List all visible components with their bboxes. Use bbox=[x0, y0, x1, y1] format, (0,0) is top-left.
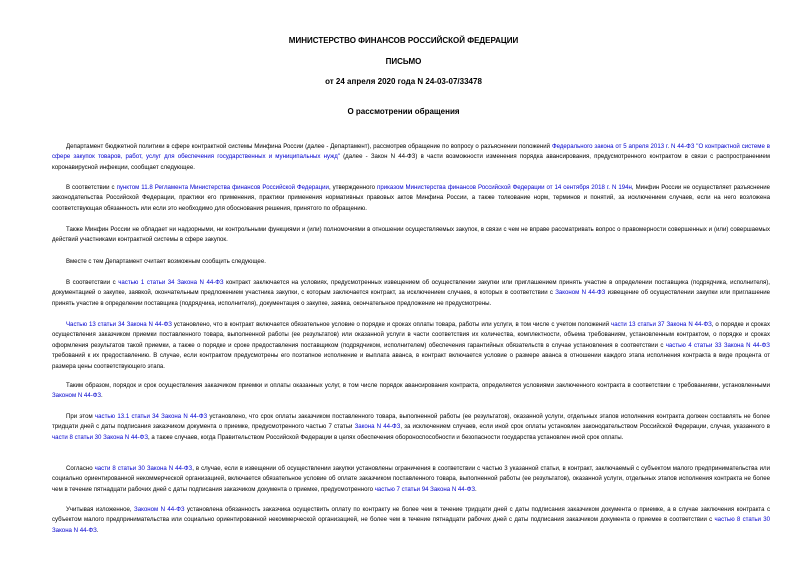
paragraph-1 bbox=[52, 142, 770, 173]
paragraph-4 bbox=[52, 257, 770, 267]
text: . bbox=[96, 526, 99, 534]
paragraph-10 bbox=[52, 505, 770, 536]
text: В соответствии с bbox=[66, 184, 117, 191]
text: , в случае, если в извещении об осуществлении закупки установлены ограничения в соответствии с частью 3 указанной статьи, в контракт, заключаемый с субъектом малого предпринимательства или социально ориентированной некоммерческой организацией, включается обязательное условие об оплате заказчиком поставленного товара, выполненной работы (ее результатов), оказанной услуги, отдельных этапов исполнения контракта не более чем в течение пятнадцати рабочих дней с даты подписания заказчиком документа о приемке, предусмотренного bbox=[52, 465, 770, 493]
paragraph-9 bbox=[52, 464, 770, 495]
text: Согласно bbox=[66, 465, 95, 472]
text: , утвержденного bbox=[328, 184, 378, 191]
text: , а также случаев, когда Правительством Российской Федерации в целях обеспечения обороноспособности и безопасности государства установлен иной срок оплаты. bbox=[148, 433, 624, 441]
law-link[interactable]: частью 8 статьи 30 Закона N 44-ФЗ bbox=[52, 516, 770, 534]
text: контракт заключается на условиях, предусмотренных извещением об осуществлении закупки или приглашением принять участие в определении поставщика (подрядчика, исполнителя), документацией о закупке, заявкой, окончательным предложением участника закупки, с которым заключается контракт, за исключением случаев, в которых в соответствии с bbox=[52, 279, 770, 297]
law-link[interactable]: части 13 статьи 37 Закона N 44-ФЗ bbox=[611, 321, 712, 328]
doc-date: от 24 апреля 2020 года N 24-03-07/33478 bbox=[325, 77, 482, 86]
text: (далее - Закон N 44-ФЗ) в части возможности изменения порядка авансирования, предусмотренного контрактом в связи с распространением коронавирусной инфекции, сообщает следующее. bbox=[52, 153, 770, 171]
text: установлено, что в контракт включается обязательное условие о порядке и сроках оплаты товара, работы или услуги, в том числе с учетом положений bbox=[171, 321, 612, 328]
paragraph-7 bbox=[52, 381, 770, 402]
paragraph-6 bbox=[52, 320, 770, 372]
law-link[interactable]: частью 1 статьи 34 Закона N 44-ФЗ bbox=[118, 279, 224, 286]
text: В соответствии с bbox=[66, 279, 119, 286]
law-link[interactable]: частью 13.1 статьи 34 Закона N 44-ФЗ bbox=[94, 413, 208, 420]
law-link[interactable]: частью 4 статьи 33 Закона N 44-ФЗ bbox=[665, 341, 770, 349]
text: , Минфин России не осуществляет разъяснение законодательства Российской Федерации, практики его применения, практики применения нормативных правовых актов Минфина России, а также толкование норм, терминов и понятий, за исключением случаев, если на него возложена соответствующая обязанность или если это необходимо для обоснования решения, принятого по обращению. bbox=[52, 184, 771, 212]
doc-subject: О рассмотрении обращения bbox=[347, 107, 460, 116]
text: Департамент бюджетной политики в сфере контрактной системы Минфина России (далее - Департамент), рассмотрев обращение по вопросу о разъяснении положений bbox=[66, 143, 552, 150]
ministry-title: МИНИСТЕРСТВО ФИНАНСОВ РОССИЙСКОЙ ФЕДЕРАЦИИ bbox=[288, 36, 519, 45]
law-link[interactable]: части 8 статьи 30 Закона N 44-ФЗ bbox=[94, 465, 193, 472]
text: Учитывая изложенное, bbox=[66, 506, 135, 513]
law-link[interactable]: частью 7 статьи 94 Закона N 44-ФЗ bbox=[374, 485, 476, 493]
law-link[interactable]: Законом N 44-ФЗ bbox=[555, 289, 606, 297]
text: , за исключением случаев, если иной срок оплаты установлен законодательством Российской Федерации, случая, указанного в bbox=[400, 423, 771, 431]
text: , о порядке и сроках осуществления заказчиком приемки поставленного товара, выполненной работы (ее результатов) или оказанной услуги в части соответствия их количества, комплектности, объема требованиям, установленным контрактом, о порядке и сроках оформления результатов такой приемки, а также о порядке и сроке предоставления поставщиком (подрядчиком, исполнителем) обеспечения гарантийных обязательств в случае установления в соответствии с bbox=[52, 321, 770, 349]
law-link[interactable]: Федерального закона от 5 апреля 2013 г. N 44-ФЗ "О контрактной системе в сфере закупок товаров, работ, услуг для обеспечения государственных и муниципальных нужд" bbox=[52, 143, 770, 161]
paragraph-5 bbox=[52, 278, 770, 309]
text: требований к их предоставлению. В случае, если контрактом предусмотрены его поэтапное исполнение и выплата аванса, в контракт включается условие о размере аванса в отношении каждого этапа исполнения контракта в виде процента от размера цены соответствующего этапа. bbox=[52, 352, 770, 370]
law-link[interactable]: части 8 статьи 30 Закона N 44-ФЗ bbox=[52, 433, 148, 441]
paragraph-3 bbox=[52, 225, 770, 246]
order-link[interactable]: приказом Министерства финансов Российской Федерации от 14 сентября 2018 г. N 194н bbox=[377, 184, 632, 191]
law-link[interactable]: Законом N 44-ФЗ bbox=[134, 506, 185, 513]
law-link[interactable]: Частью 13 статьи 34 Закона N 44-ФЗ bbox=[66, 321, 172, 328]
text: . bbox=[101, 392, 103, 400]
law-link[interactable]: Законом N 44-ФЗ bbox=[52, 392, 102, 400]
doc-type: ПИСЬМО bbox=[385, 57, 422, 66]
text: При этом bbox=[66, 413, 95, 420]
text: . bbox=[475, 485, 477, 493]
text: установлено, что срок оплаты заказчиком поставленного товара, выполненной работы (ее результатов), оказанной услуги, отдельных этапов исполнения контракта должен составлять не более тридцати дней с даты подписания заказчиком документа о приемке, предусмотренного частью 7 статьи bbox=[52, 413, 771, 431]
paragraph-8 bbox=[52, 412, 770, 443]
text: извещение об осуществлении закупки или приглашение принять участие в определении поставщика (подрядчика, исполнителя), документация о закупке, заявка, окончательное предложение не предусмотрены. bbox=[52, 289, 770, 307]
text: установлена обязанность заказчика осуществить оплату по контракту не более чем в течение тридцати дней с даты подписания заказчиком документа о приемке, а в случае заключения контракта с субъектом малого предпринимательства или социально ориентированной некоммерческой организацией, не более чем в течение пятнадцати рабочих дней с даты подписания заказчиком документа о приемке в соответствии с bbox=[52, 506, 771, 524]
regulation-link[interactable]: пунктом 11.8 Регламента Министерства финансов Российской Федерации bbox=[116, 184, 329, 191]
text: Вместе с тем Департамент считает возможным сообщить следующее. bbox=[66, 258, 266, 265]
law-link[interactable]: Закона N 44-ФЗ bbox=[354, 423, 401, 431]
text: Также Минфин России не обладает ни надзорными, ни контрольными функциями и (или) полномочиями в отношении осуществляемых закупок, в связи с чем не вправе рассматривать вопрос о правомерности совершенных и (или) совершаемых действий участниками контрактной системы в сфере закупок. bbox=[52, 226, 770, 244]
paragraph-2 bbox=[52, 183, 770, 214]
text: Таким образом, порядок и срок осуществления заказчиком приемки и оплаты оказанных услуг, в том числе порядок авансирования контракта, определяется условиями заключенного контракта в соответствии с требованиями, установленными bbox=[66, 382, 770, 389]
